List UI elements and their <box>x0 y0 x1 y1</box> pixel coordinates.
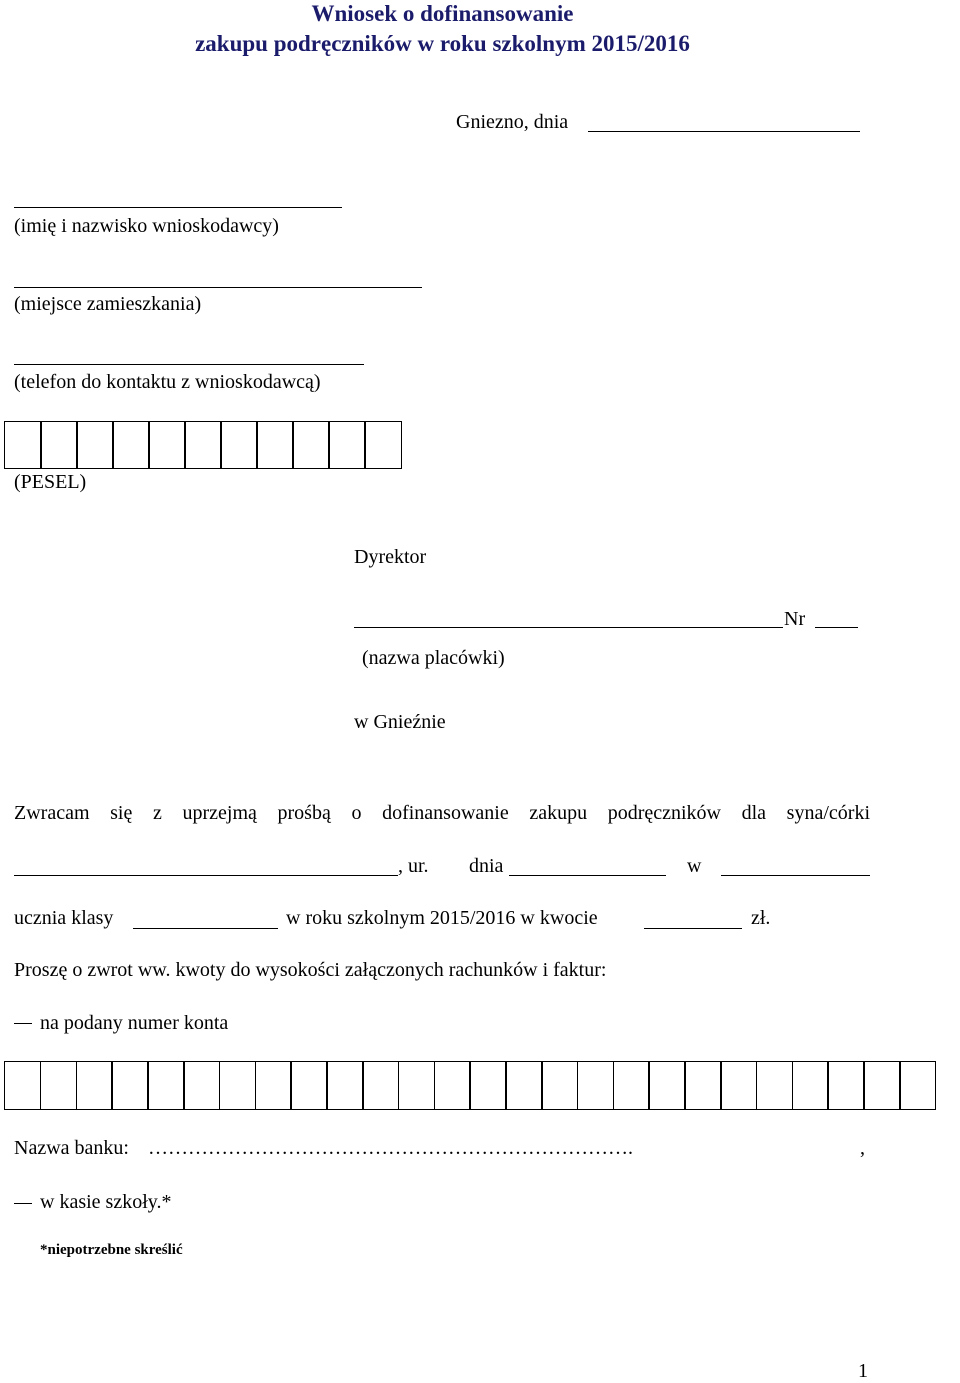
account-digit-box[interactable] <box>4 1061 41 1110</box>
amount-line[interactable] <box>644 928 742 929</box>
institution-name-line[interactable] <box>354 627 783 628</box>
pesel-digit-box[interactable] <box>220 421 258 469</box>
applicant-name-caption: (imię i nazwisko wnioskodawcy) <box>14 215 279 237</box>
address-line[interactable] <box>14 287 422 288</box>
address-caption: (miejsce zamieszkania) <box>14 293 202 315</box>
pesel-digit-box[interactable] <box>184 421 222 469</box>
request-text-line-1: Zwracam się z uprzejmą prośbą o dofinansowanie zakupu podręczników dla syna/córki <box>14 802 870 824</box>
pesel-digit-box[interactable] <box>76 421 114 469</box>
pesel-digit-box[interactable] <box>364 421 402 469</box>
city-line: w Gnieźnie <box>354 711 446 733</box>
account-digit-box[interactable] <box>648 1061 685 1110</box>
form-title-line-2: zakupu podręczników w roku szkolnym 2015/2016 <box>195 31 690 56</box>
pesel-digit-box[interactable] <box>112 421 150 469</box>
account-digit-box[interactable] <box>255 1061 292 1110</box>
child-name-line[interactable] <box>14 875 398 876</box>
date-input-line[interactable] <box>588 131 860 132</box>
currency-label: zł. <box>751 907 771 929</box>
pesel-caption: (PESEL) <box>14 471 87 493</box>
page-number: 1 <box>858 1360 868 1382</box>
account-digit-box[interactable] <box>613 1061 650 1110</box>
account-number-boxes[interactable] <box>4 1061 936 1110</box>
class-line[interactable] <box>133 928 278 929</box>
account-digit-box[interactable] <box>290 1061 327 1110</box>
pesel-digit-box[interactable] <box>40 421 78 469</box>
birth-date-line[interactable] <box>509 875 666 876</box>
director-label: Dyrektor <box>354 546 427 568</box>
account-digit-box[interactable] <box>792 1061 829 1110</box>
year-amount-label: w roku szkolnym 2015/2016 w kwocie <box>286 907 598 929</box>
pesel-input-boxes[interactable] <box>4 421 402 469</box>
pesel-digit-box[interactable] <box>328 421 366 469</box>
account-digit-box[interactable] <box>505 1061 542 1110</box>
account-digit-box[interactable] <box>147 1061 184 1110</box>
day-label: dnia <box>469 855 504 877</box>
applicant-name-line[interactable] <box>14 207 342 208</box>
pesel-digit-box[interactable] <box>292 421 330 469</box>
account-digit-box[interactable] <box>111 1061 148 1110</box>
account-digit-box[interactable] <box>219 1061 256 1110</box>
option-cash-label: w kasie szkoły.* <box>40 1191 172 1213</box>
account-digit-box[interactable] <box>577 1061 614 1110</box>
account-digit-box[interactable] <box>827 1061 864 1110</box>
pesel-digit-box[interactable] <box>4 421 42 469</box>
phone-line[interactable] <box>14 364 364 365</box>
account-digit-box[interactable] <box>756 1061 793 1110</box>
in-label: w <box>687 855 702 877</box>
account-digit-box[interactable] <box>398 1061 435 1110</box>
refund-text: Proszę o zwrot ww. kwoty do wysokości załączonych rachunków i faktur: <box>14 959 607 981</box>
phone-caption: (telefon do kontaktu z wnioskodawcą) <box>14 371 321 393</box>
option-dash <box>14 1023 32 1024</box>
pesel-digit-box[interactable] <box>148 421 186 469</box>
institution-caption: (nazwa placówki) <box>362 647 505 669</box>
born-label: , ur. <box>398 855 429 877</box>
account-digit-box[interactable] <box>863 1061 900 1110</box>
institution-number-line[interactable] <box>815 627 858 628</box>
account-digit-box[interactable] <box>76 1061 113 1110</box>
birth-place-line[interactable] <box>721 875 870 876</box>
pesel-digit-box[interactable] <box>256 421 294 469</box>
nr-label: Nr <box>784 608 806 630</box>
account-digit-box[interactable] <box>684 1061 721 1110</box>
account-digit-box[interactable] <box>326 1061 363 1110</box>
account-digit-box[interactable] <box>40 1061 77 1110</box>
bank-name-comma: , <box>860 1137 865 1159</box>
account-digit-box[interactable] <box>720 1061 757 1110</box>
bank-name-dotted-line[interactable]: ………………………………………………………………. <box>148 1137 633 1159</box>
city-date-label: Gniezno, dnia <box>456 111 569 133</box>
account-digit-box[interactable] <box>183 1061 220 1110</box>
account-digit-box[interactable] <box>469 1061 506 1110</box>
option-account-label: na podany numer konta <box>40 1012 229 1034</box>
form-title-line-1: Wniosek o dofinansowanie <box>311 1 574 26</box>
account-digit-box[interactable] <box>434 1061 471 1110</box>
account-digit-box[interactable] <box>899 1061 936 1110</box>
class-label: ucznia klasy <box>14 907 114 929</box>
account-digit-box[interactable] <box>541 1061 578 1110</box>
bank-name-label: Nazwa banku: <box>14 1137 129 1159</box>
option-dash <box>14 1203 32 1204</box>
account-digit-box[interactable] <box>362 1061 399 1110</box>
footnote: *niepotrzebne skreślić <box>40 1242 183 1258</box>
